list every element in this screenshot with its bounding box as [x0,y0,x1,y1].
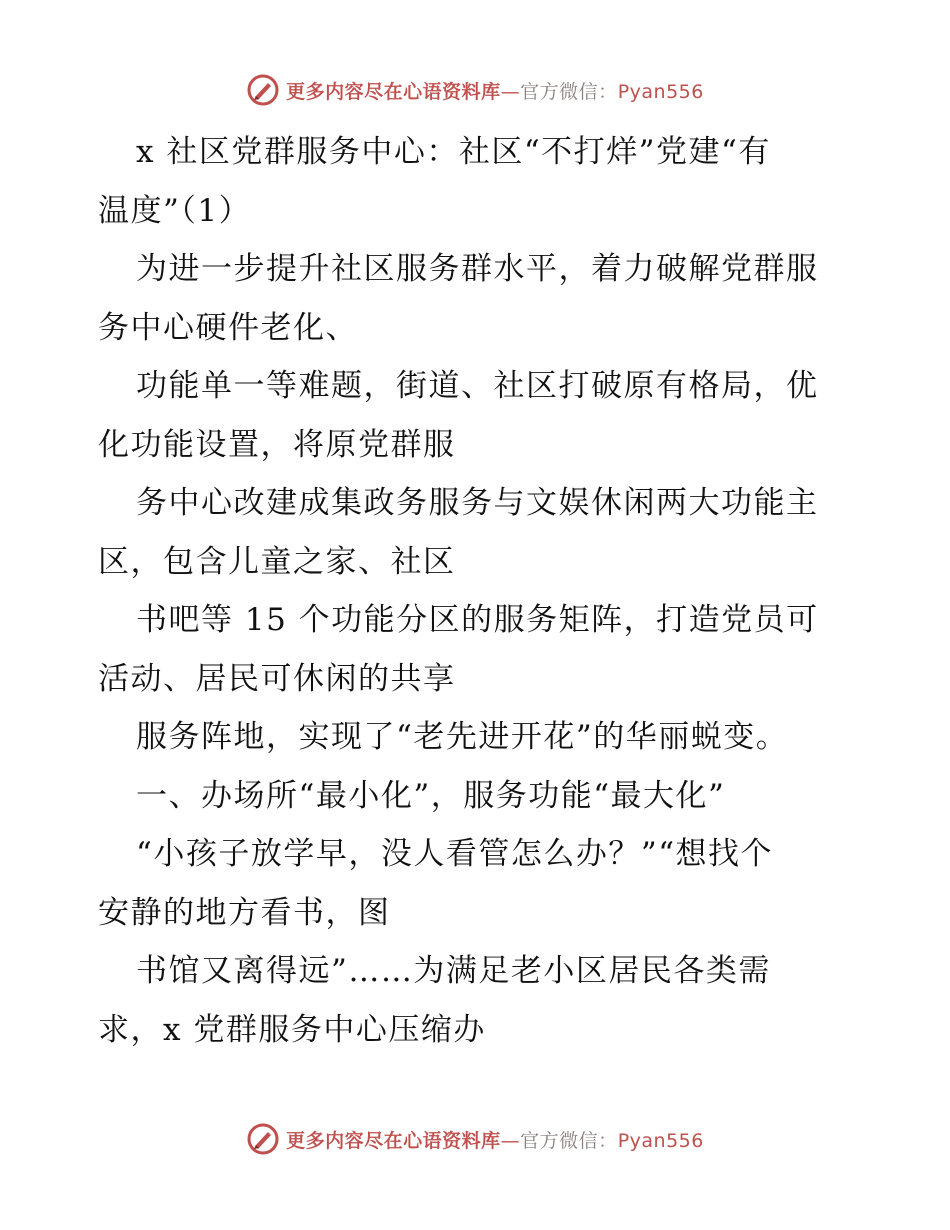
doc-line-11: 服务阵地，实现了“老先进开花”的华丽蜕变。 [136,719,789,755]
banner-brand-text: 更多内容尽在心语资料库 [286,1129,501,1152]
banner-separator: — [500,80,521,103]
doc-line-6: 化功能设置，将原党群服 [98,426,456,463]
banner-text [286,77,704,104]
doc-line-13: “小孩子放学早，没人看管怎么办？”“想找个 [136,836,774,872]
pen-seal-icon [246,1122,280,1156]
pen-seal-icon [246,73,280,107]
doc-line-4: 务中心硬件老化、 [98,309,358,346]
banner-contact-label: 官方微信： [520,1129,618,1152]
doc-line-14: 安静的地方看书，图 [98,894,391,931]
header-banner [0,70,950,110]
banner-contact-label: 官方微信： [520,80,618,103]
banner-contact-id: Pyan556 [617,80,704,103]
doc-line-2: 温度”（1） [98,192,252,229]
banner-brand-text: 更多内容尽在心语资料库 [286,80,501,103]
doc-line-15: 书馆又离得远”……为满足老小区居民各类需 [136,953,771,989]
doc-line-10: 活动、居民可休闲的共享 [98,660,456,697]
footer-banner [0,1119,950,1159]
banner-separator: — [500,1129,521,1152]
doc-line-3: 为进一步提升社区服务群水平，着力破解党群服 [136,251,819,287]
doc-line-12: 一、办场所“最小化”，服务功能“最大化” [136,777,726,814]
doc-line-16: 求，x 党群服务中心压缩办 [98,1011,486,1048]
doc-line-5: 功能单一等难题，街道、社区打破原有格局，优 [136,368,819,404]
document-body [98,123,858,1059]
doc-line-1: x 社区党群服务中心：社区“不打烊”党建“有 [136,134,771,170]
doc-line-9: 书吧等 15 个功能分区的服务矩阵，打造党员可 [136,602,819,638]
doc-line-8: 区，包含儿童之家、社区 [98,543,456,580]
banner-text [286,1126,704,1153]
doc-line-7: 务中心改建成集政务服务与文娱休闲两大功能主 [136,485,819,521]
banner-contact-id: Pyan556 [617,1129,704,1152]
